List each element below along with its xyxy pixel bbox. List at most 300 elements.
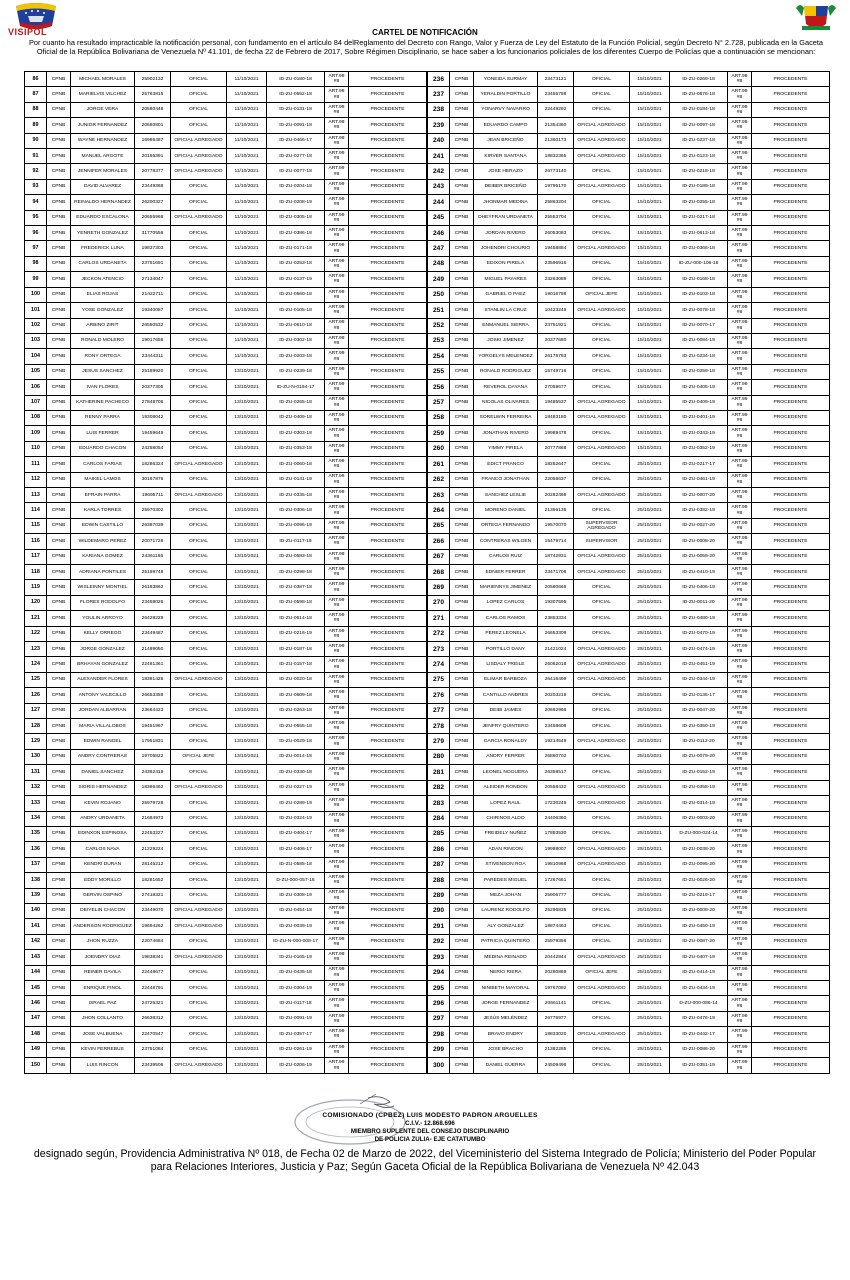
police-body: CPNB [47,919,71,934]
officer-name: YOSE GONZALEZ [71,303,135,318]
police-body: CPNB [47,457,71,472]
record-number: 99 [25,272,47,287]
article: ART.99 #8 [325,903,349,918]
notification-date: 13/10/2021 [227,364,267,379]
notification-date: 25/10/2021 [630,703,670,718]
id-card: 20692966 [538,703,574,718]
police-body: CPNB [47,518,71,533]
case-number: ID-ZU-0474-19 [670,642,728,657]
notification-date: 15/10/2021 [630,364,670,379]
case-number: ID-ZU-0308-19 [267,888,325,903]
record-number: 267 [428,549,450,564]
article: ART.99 #8 [325,1042,349,1057]
officer-name: JOENDRY DIAZ [71,950,135,965]
record-number: 142 [25,934,47,949]
case-number: ID-ZU-0255-18 [670,195,728,210]
id-card: 26183862 [135,580,171,595]
status: PROCEDENTE [752,1027,830,1042]
status: PROCEDENTE [349,333,427,348]
case-number: ID-ZU-0112-20 [670,734,728,749]
record-number: 140 [25,903,47,918]
id-card: 22449292 [538,102,574,117]
police-body: CPNB [47,118,71,133]
police-body: CPNB [450,364,474,379]
officer-name: BRHAYAN GONZALEZ [71,657,135,672]
notification-date: 13/10/2021 [227,934,267,949]
article: ART.99 #8 [728,642,752,657]
police-body: CPNB [47,287,71,302]
record-number: 275 [428,672,450,687]
notification-date: 13/10/2021 [227,796,267,811]
page-title: CARTEL DE NOTIFICACIÓN [372,28,478,37]
case-number: ID-ZU-0263-18 [267,703,325,718]
status: PROCEDENTE [752,410,830,425]
notification-date: 25/10/2021 [630,734,670,749]
table-row [428,826,830,841]
status: PROCEDENTE [349,765,427,780]
police-body: CPNB [450,749,474,764]
case-number: ID-ZU-0350-19 [670,719,728,734]
table-row [25,749,427,764]
article: ART.99 #8 [325,580,349,595]
rank: OFICIAL [574,1042,630,1057]
status: PROCEDENTE [349,318,427,333]
officer-name: JHON RUZZA [71,934,135,949]
table-row [25,903,427,918]
article: ART.99 #8 [728,950,752,965]
id-card: 25189748 [135,565,171,580]
id-card: 19767092 [538,980,574,995]
rank: OFICIAL JEFE [574,965,630,980]
id-card: 20377305 [135,380,171,395]
case-number: ID-ZU-0304-19 [267,980,325,995]
table-row [25,364,427,379]
table-row [428,642,830,657]
table-row [428,688,830,703]
police-body: CPNB [47,410,71,425]
notification-date: 13/10/2021 [227,842,267,857]
status: PROCEDENTE [349,642,427,657]
table-row [25,503,427,518]
record-number: 98 [25,256,47,271]
id-card: 26387039 [135,518,171,533]
record-number: 131 [25,765,47,780]
rank: OFICIAL AGREGADO [574,133,630,148]
record-number: 95 [25,210,47,225]
officer-name: JORGE VERA [71,102,135,117]
status: PROCEDENTE [752,780,830,795]
notification-date: 11/10/2021 [227,133,267,148]
case-number: ID-ZU-0087-20 [670,934,728,949]
notification-date: 25/10/2021 [630,611,670,626]
article: ART.99 #8 [728,1027,752,1042]
case-number: ID-ZU-0184-18 [670,102,728,117]
record-number: 274 [428,657,450,672]
article: ART.99 #8 [728,395,752,410]
status: PROCEDENTE [752,749,830,764]
officer-name: PORTILLO DANY [474,642,538,657]
rank: OFICIAL [171,657,227,672]
id-card: 23439506 [135,1058,171,1074]
police-body: CPNB [450,503,474,518]
article: ART.99 #8 [325,318,349,333]
officer-name: CARLOS NAVA [71,842,135,857]
officer-name: KIRVER SANTANA [474,149,538,164]
record-number: 93 [25,179,47,194]
id-card: 23449070 [135,903,171,918]
police-body: CPNB [450,303,474,318]
article: ART.99 #8 [325,380,349,395]
case-number: ID-ZU-0609-18 [267,688,325,703]
id-card: 21489050 [135,642,171,657]
status: PROCEDENTE [752,595,830,610]
article: ART.99 #8 [728,503,752,518]
rank: OFICIAL AGREGADO [574,549,630,564]
notification-date: 25/10/2021 [630,842,670,857]
status: PROCEDENTE [349,780,427,795]
status: PROCEDENTE [349,657,427,672]
table-row [428,1027,830,1042]
article: ART.99 #8 [728,410,752,425]
police-body: CPNB [450,149,474,164]
case-number: ID-ZU-000-106-16 [670,256,728,271]
officer-name: DANIEL GUERRA [474,1058,538,1074]
notification-date: 13/10/2021 [227,410,267,425]
article: ART.99 #8 [325,395,349,410]
status: PROCEDENTE [752,287,830,302]
rank: OFICIAL [171,811,227,826]
notification-date: 11/10/2021 [227,256,267,271]
record-number: 101 [25,303,47,318]
officer-name: KENDRI DURAN [71,857,135,872]
article: ART.99 #8 [728,333,752,348]
id-card: 23449487 [135,626,171,641]
table-row [25,272,427,287]
notification-date: 25/10/2021 [630,457,670,472]
police-body: CPNB [450,873,474,888]
rank: OFICIAL AGREGADO [171,1058,227,1074]
article: ART.99 #8 [728,811,752,826]
rank: OFICIAL [171,441,227,456]
status: PROCEDENTE [752,241,830,256]
record-number: 236 [428,72,450,87]
record-number: 239 [428,118,450,133]
status: PROCEDENTE [752,657,830,672]
officer-name: MEDINA REINADO [474,950,538,965]
officer-name: JHONMAR MEDINA [474,195,538,210]
notification-date: 11/10/2021 [227,349,267,364]
rank: OFICIAL AGREGADO [171,950,227,965]
police-body: CPNB [450,426,474,441]
table-row [25,1058,427,1074]
officer-name: FLORES RODOLFO [71,595,135,610]
case-number: ID-ZU-0450-19 [670,919,728,934]
article: ART.99 #8 [325,179,349,194]
record-number: 125 [25,672,47,687]
status: PROCEDENTE [349,241,427,256]
police-body: CPNB [450,72,474,87]
table-row [25,826,427,841]
id-card: 27134047 [135,272,171,287]
notification-date: 13/10/2021 [227,826,267,841]
officer-name: YOULIN ARROYO [71,611,135,626]
case-number: ID-ZU-0454-18 [267,903,325,918]
police-body: CPNB [450,1011,474,1026]
rank: OFICIAL [171,272,227,287]
article: ART.99 #8 [728,118,752,133]
officer-name: REVEROL DAYANA [474,380,538,395]
record-number: 134 [25,811,47,826]
id-card: 26773140 [538,164,574,179]
table-row [25,287,427,302]
id-card: 25979728 [135,796,171,811]
officer-name: REINALDO HERNANDEZ [71,195,135,210]
article: ART.99 #8 [728,549,752,564]
notification-date: 15/10/2021 [630,102,670,117]
id-card: 26860702 [538,749,574,764]
record-number: 144 [25,965,47,980]
id-card: 20661141 [538,996,574,1011]
status: PROCEDENTE [752,503,830,518]
table-row [428,133,830,148]
table-row [25,534,427,549]
notification-date: 15/10/2021 [630,410,670,425]
record-number: 122 [25,626,47,641]
id-card: 25553704 [538,210,574,225]
table-row [428,611,830,626]
police-body: CPNB [450,487,474,502]
table-row [428,210,830,225]
rank: OFICIAL AGREGADO [574,395,630,410]
officer-name: RONALD MOLERO [71,333,135,348]
table-row [25,657,427,672]
notification-date: 13/10/2021 [227,1011,267,1026]
officer-name: DAVID ALVAREZ [71,179,135,194]
record-number: 116 [25,534,47,549]
case-number: ID-ZU-0171-18 [267,241,325,256]
officer-name: FRANCO JONATHAN [474,472,538,487]
case-number: ID-ZU-0610-18 [267,318,325,333]
record-number: 293 [428,950,450,965]
record-number: 118 [25,565,47,580]
record-number: 238 [428,102,450,117]
police-body: CPNB [450,688,474,703]
case-number: ID-ZU-0401-19 [670,410,728,425]
article: ART.99 #8 [728,149,752,164]
notification-date: 25/10/2021 [630,950,670,965]
record-number: 298 [428,1027,450,1042]
table-row [25,965,427,980]
police-body: CPNB [450,1027,474,1042]
status: PROCEDENTE [349,796,427,811]
article: ART.99 #8 [325,133,349,148]
status: PROCEDENTE [349,287,427,302]
rank: OFICIAL [171,380,227,395]
police-body: CPNB [47,1011,71,1026]
rank: OFICIAL [171,534,227,549]
rank: OFICIAL [171,826,227,841]
table-row [25,72,427,87]
police-body: CPNB [450,888,474,903]
rank: OFICIAL [574,272,630,287]
id-card: 24509496 [538,1058,574,1074]
article: ART.99 #8 [325,195,349,210]
police-body: CPNB [47,102,71,117]
notification-date: 13/10/2021 [227,873,267,888]
record-number: 246 [428,226,450,241]
notification-date: 25/10/2021 [630,980,670,995]
case-number: ID-ZU-0095-20 [670,857,728,872]
table-row [25,934,427,949]
article: ART.99 #8 [325,965,349,980]
article: ART.99 #8 [728,364,752,379]
status: PROCEDENTE [349,842,427,857]
article: ART.99 #8 [728,565,752,580]
id-card: 21422711 [135,287,171,302]
case-number: ID-ZU-0077-18 [267,164,325,179]
status: PROCEDENTE [349,472,427,487]
status: PROCEDENTE [752,965,830,980]
status: PROCEDENTE [349,534,427,549]
police-body: CPNB [450,318,474,333]
record-number: 137 [25,857,47,872]
article: ART.99 #8 [728,472,752,487]
id-card: 22481361 [135,657,171,672]
police-body: CPNB [450,164,474,179]
case-number: ID-ZU-0366-18 [670,241,728,256]
article: ART.99 #8 [325,626,349,641]
record-number: 259 [428,426,450,441]
officer-name: YONARVY NAVARRO [474,102,538,117]
officer-name: PAREDES MIGUEL [474,873,538,888]
record-number: 285 [428,826,450,841]
record-number: 244 [428,195,450,210]
status: PROCEDENTE [349,749,427,764]
id-card: 27848706 [135,395,171,410]
rank: OFICIAL [574,102,630,117]
status: PROCEDENTE [752,1058,830,1074]
police-body: CPNB [450,1058,474,1074]
case-number: ID-ZU-0020-18 [267,672,325,687]
rank: OFICIAL [574,719,630,734]
rank: OFICIAL [574,826,630,841]
police-body: CPNB [47,734,71,749]
case-number: ID-ZU-0141-19 [267,472,325,487]
police-body: CPNB [47,441,71,456]
rank: OFICIAL [574,472,630,487]
rank: OFICIAL [574,1058,630,1074]
table-row [25,149,427,164]
case-number: ID-ZU-0576-18 [670,87,728,102]
police-body: CPNB [47,272,71,287]
status: PROCEDENTE [349,195,427,210]
case-number: ID-ZU-0091-19 [267,1011,325,1026]
article: ART.99 #8 [325,611,349,626]
table-row [428,503,830,518]
article: ART.99 #8 [728,87,752,102]
officer-name: ISRAEL PAZ [71,996,135,1011]
id-card: 25189920 [135,364,171,379]
status: PROCEDENTE [752,580,830,595]
police-body: CPNB [450,133,474,148]
article: ART.99 #8 [325,826,349,841]
status: PROCEDENTE [349,503,427,518]
rank: OFICIAL [574,903,630,918]
table-row [428,980,830,995]
table-row [25,380,427,395]
rank: OFICIAL [574,457,630,472]
case-number: ID-ZU-0461-19 [670,472,728,487]
notification-date: 25/10/2021 [630,780,670,795]
article: ART.99 #8 [728,780,752,795]
status: PROCEDENTE [349,903,427,918]
id-card: 18381426 [135,672,171,687]
case-number: ID-ZU-0353-18 [267,441,325,456]
id-card: 18281652 [135,873,171,888]
notification-date: 13/10/2021 [227,642,267,657]
officer-name: MARIENNYS JIMENEZ [474,580,538,595]
article: ART.99 #8 [325,672,349,687]
article: ART.99 #8 [728,534,752,549]
id-card: 23455758 [538,87,574,102]
id-card: 21356135 [538,503,574,518]
id-card: 28145212 [135,857,171,872]
status: PROCEDENTE [752,642,830,657]
id-card: 23664423 [135,703,171,718]
officer-name: EDIXON PIRELA [474,256,538,271]
id-card: 19016758 [538,287,574,302]
table-row [428,1058,830,1074]
notification-date: 13/10/2021 [227,395,267,410]
case-number: ID-ZU-0277-18 [267,149,325,164]
police-body: CPNB [47,857,71,872]
record-number: 255 [428,364,450,379]
notification-date: 25/10/2021 [630,672,670,687]
officer-name: BRAVO ENDRY [474,1027,538,1042]
table-row [428,102,830,117]
officer-name: JENNIFER MORALES [71,164,135,179]
record-number: 90 [25,133,47,148]
id-card: 18286324 [135,457,171,472]
case-number: ID-ZU-0117-18 [267,996,325,1011]
article: ART.99 #8 [728,688,752,703]
police-body: CPNB [450,919,474,934]
rank: OFICIAL AGREGADO [574,565,630,580]
record-number: 290 [428,903,450,918]
table-row [428,780,830,795]
police-body: CPNB [47,873,71,888]
rank: OFICIAL AGREGADO [574,441,630,456]
notification-date: 25/10/2021 [630,1042,670,1057]
rank: OFICIAL [574,888,630,903]
id-card: 19451967 [135,719,171,734]
table-row [25,164,427,179]
officer-name: JESUS SANCHEZ [71,364,135,379]
table-row [25,626,427,641]
officer-name: KATHERINE PACHECO [71,395,135,410]
notification-date: 13/10/2021 [227,734,267,749]
record-number: 265 [428,518,450,533]
record-number: 241 [428,149,450,164]
case-number: ID-ZU-0152-19 [670,765,728,780]
id-card: 26358517 [538,765,574,780]
case-number: ID-ZU-0117-19 [267,534,325,549]
police-body: CPNB [450,549,474,564]
id-card: 23458026 [135,595,171,610]
status: PROCEDENTE [752,133,830,148]
officer-name: KELLY ORREGO [71,626,135,641]
notification-date: 25/10/2021 [630,873,670,888]
